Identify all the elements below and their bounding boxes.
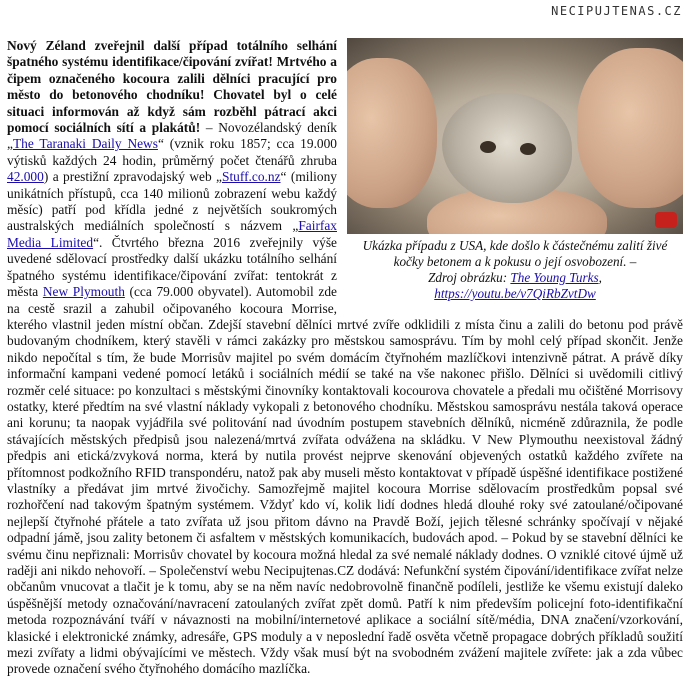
- article-lead: Nový Zéland zveřejnil další případ totálního selhání špatného systému identifikace/čipování zvířat! Mrtvého a čipem označeného kocoura zalili dělníci pracující pro město do betonového chodníku! Chovatel byl o celé situaci informován až když sám rozběhl pátrací akci pomocí sociálních sítí a plakátů!: [7, 38, 337, 136]
- cat-in-concrete-photo: [347, 38, 683, 234]
- figure: [347, 38, 683, 302]
- body-text: “ (miliony unikátních přístupů, cca 140 milionů zobrazení webu každý měsíc) patří pod křídla jedné z největších soukromých australských mediálních společností s názvem „: [7, 169, 337, 234]
- video-logo-icon: [655, 212, 677, 228]
- figure-caption: Ukázka případu z USA, kde došlo k částečnému zalití živé kočky betonem a k pokusu o její osvobození. – Zdroj obrázku: The Young Turks, https://youtu.be/v7QiRbZvtDw: [362, 238, 668, 301]
- fairfax-link[interactable]: Fairfax Media Limited: [7, 218, 337, 250]
- caption-source-label: Zdroj obrázku:: [428, 270, 511, 285]
- body-text: “. Čtvrtého března 2016 zveřejnily výše uvedené sdělovací prostředky další ukázku totálního selhání špatného systému identifikace/čipování zvířat: tentokrát z města: [7, 234, 338, 300]
- new-plymouth-link[interactable]: New Plymouth: [42, 284, 125, 300]
- readers-link[interactable]: 42.000: [7, 169, 44, 185]
- body-text: (cca 79.000 obyvatel). Automobil zde na cestě srazil a zahubil očipovaného kocoura Morrise, kterého vlastnil jeden místní občan. Zdejší stavební dělníci mrtvé zvíře odklidili z místa činu a zalili do betonu pod právě budovaným chodníkem, který stavěli v rámci zakázky pro městskou samosprávu. Tím by mohl celý případ skončit. Jenže nikdo nepočítal s tím, že bude Morrisův majitel po svém domácím čtyřnohém mazlíčkovi intenzivně pátrat. A právě díky informační kampani vedené pomocí letáků i sociálních médií se také na vše nakonec přišlo. Dělníci si uvědomili citlivý rozměr celé situace: po konzultaci s městskými činovníky kontaktovali kocourova chovatele a předali mu očištěné Morrisovy ostatky, které předtím na své vlastní náklady vykopali z betonového chodníku. Městskou samosprávu nestála taková operace ani korunu; ta naopak vyjádřila své politování nad úvodním postupem stavebních dělníků, nicméně zdůraznila, že podle stávajících městských předpisů jsou nalezená/mrtvá zvířata odvážena na skládku. V New Plymouthu neexistoval žádný předpis ani etická/zvyková norma, která by nutila provést nejprve skenování objevených ostatků každého zvířete na přítomnost podkožního RFID transpondéru, natož pak aby museli město kontaktovat v případě úspěšné identifikace postižené vlastníky a předávat jim mrtvé živočichy. Samozřejmě majitel kocoura Morrise sdělovacím prostředkům popsal své rozhořčení nad takovým špatným systémem. Vždyť kdo ví, kolik lidí dodnes hledá dlouhé roky své zatoulané/očipované nejlepší čtyřnohé přátele a tato zvířata už jsou přitom dávno na Pravdě Boží, jejich tělesné schránky spočívají v nějaké odpadní jámě, jsou zality betonem či asfaltem v městských komunikacích, budovách apod. – Pokud by se stavební dělníci ke svému činu nepřiznali: Morrisův chovatel by kocoura možná hledal za své nemalé náklady dodnes. O vzniklé citové újmě už raději ani nikdo nehovoří. – Společenství webu Necipujtenas.CZ dodává: Nefunkční systém čipování/identifikace zvířat nelze občanům vnucovat a tlačit je k tomu, aby se na něm navíc nedobrovolně finančně podíleli, jestliže ke všemu existují daleko úspěšnější metody označování/navracení zatoulaných zvířat zpět domů. Patří k nim především policejní foto-identifikační metoda rozpoznávání tváří v návaznosti na mobilní/internetové aplikace a sociální sítě/média, DNA značení/vzorkování, klasické i elektronické známky, adresáře, GPS moduly a v neposlední řadě osvěta včetně propagace dobrých příkladů soužití mezi zvířaty a lidmi obývajícími ve městech. Vždy však musí být na svobodném zvážení majitele zvířete: jak a zda vůbec provede označení svého čtyřnohého domácího mazlíčka.: [7, 284, 683, 677]
- caption-url-link[interactable]: https://youtu.be/v7QiRbZvtDw: [434, 286, 596, 301]
- caption-source-link[interactable]: The Young Turks: [510, 270, 599, 285]
- taranaki-link[interactable]: The Taranaki Daily News: [12, 136, 158, 152]
- stuff-link[interactable]: Stuff.co.nz: [222, 169, 281, 185]
- body-text: ) a prestižní zpravodajský web „: [43, 169, 222, 185]
- caption-text: Ukázka případu z USA, kde došlo k částečnému zalití živé kočky betonem a k pokusu o její osvobození. –: [362, 238, 668, 269]
- article: [7, 38, 683, 678]
- site-tag: NECIPUJTENAS.CZ: [551, 4, 682, 18]
- body-text: – Novozélandský deník „: [7, 120, 337, 152]
- body-text: “ (vznik roku 1857; cca 19.000 výtisků každých 24 hodin, průměrný počet čtenářů zhruba: [7, 136, 338, 168]
